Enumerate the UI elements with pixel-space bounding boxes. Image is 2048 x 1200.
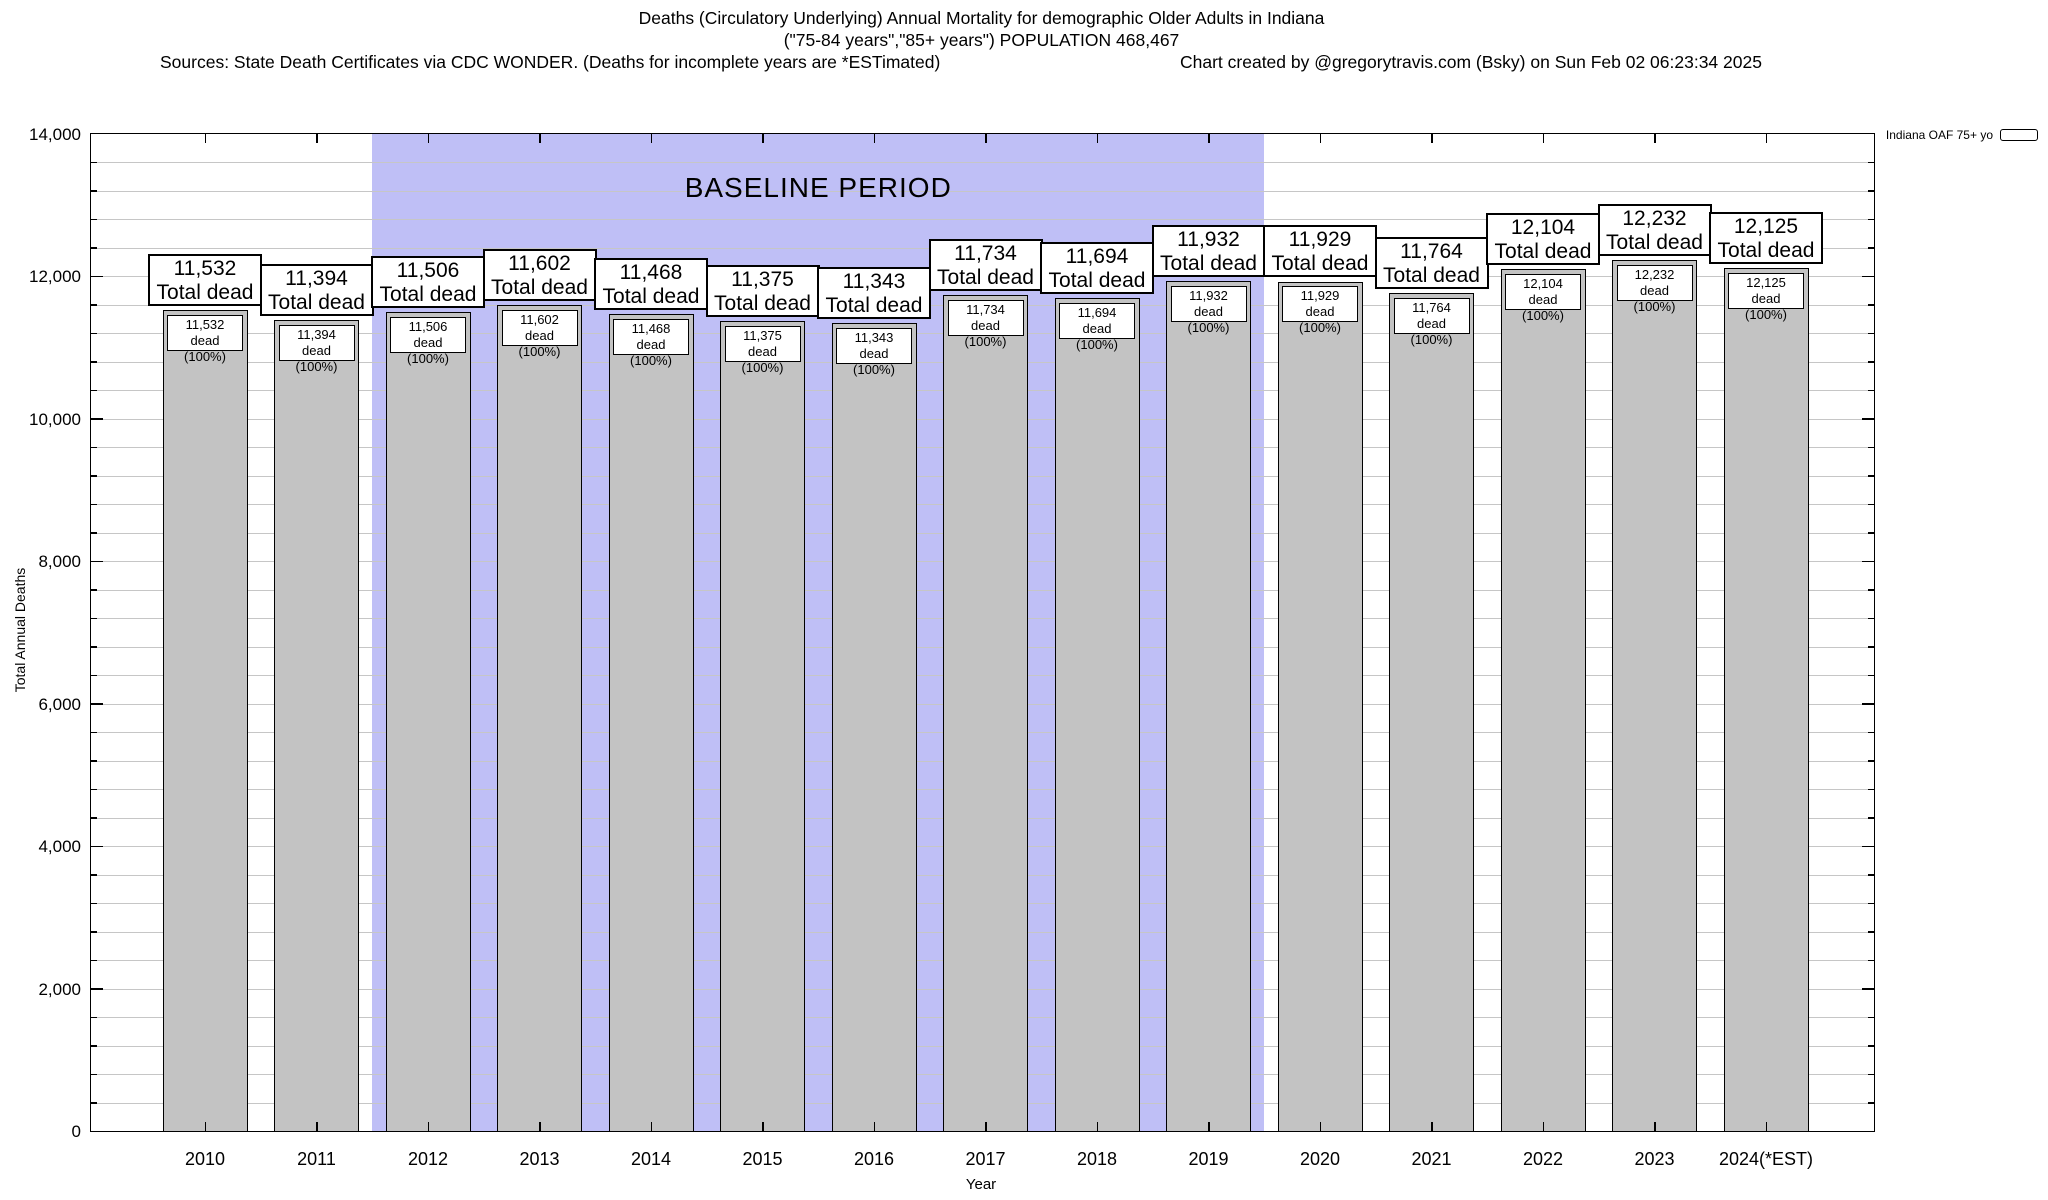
y-tick [91,618,97,620]
y-tick [1868,618,1874,620]
bar-total-label: 11,394 Total dead [260,264,374,316]
bar-inner-label: 11,532 dead (100%) [167,315,243,351]
x-tick [316,134,318,143]
y-tick [91,817,97,819]
bar-total-label: 11,506 Total dead [371,256,485,308]
bar-2024(*EST) [1724,268,1809,1131]
y-tick [1868,931,1874,933]
x-tick [1431,1122,1433,1131]
y-tick [1862,703,1874,705]
y-tick [91,931,97,933]
y-tick [1868,646,1874,648]
y-tick-label: 2,000 [38,979,81,999]
x-tick [985,1122,987,1131]
bar-inner-label: 11,734 dead (100%) [948,300,1024,336]
bar-inner-label: 12,104 dead (100%) [1505,274,1581,310]
y-tick [91,732,97,734]
x-tick-label: 2011 [297,1149,336,1169]
y-tick [1862,276,1874,278]
bar-inner-label: 11,602 dead (100%) [502,310,578,346]
y-tick [91,760,97,762]
y-tick [1868,333,1874,335]
bar-2021 [1389,293,1474,1131]
x-tick [762,1122,764,1131]
bar-inner-label: 12,232 dead (100%) [1617,265,1693,301]
y-tick [91,532,97,534]
x-tick [1097,134,1099,143]
chart-title: Deaths (Circulatory Underlying) Annual Mortality for demographic Older Adults in Indiana [638,8,1325,28]
y-tick [1862,846,1874,848]
y-tick [1868,903,1874,905]
bar-total-label: 11,532 Total dead [148,254,262,306]
y-tick [1868,190,1874,192]
y-tick [91,447,97,449]
chart-subtitle: ("75-84 years","85+ years") POPULATION 468,467 [783,30,1180,50]
y-tick-label: 10,000 [29,409,81,429]
bar-total-label: 11,694 Total dead [1040,242,1154,294]
x-tick-label: 2021 [1411,1149,1452,1169]
y-tick [91,789,97,791]
y-tick [1862,418,1874,420]
y-tick [91,276,103,278]
y-tick [91,646,97,648]
y-tick [1868,504,1874,506]
x-tick [1208,1122,1210,1131]
bar-2017 [943,295,1028,1131]
bar-2018 [1055,298,1140,1131]
bar-inner-label: 11,343 dead (100%) [836,328,912,364]
bar-inner-label: 11,932 dead (100%) [1171,286,1247,322]
x-tick [316,1122,318,1131]
x-tick [874,1122,876,1131]
x-tick-label: 2015 [742,1149,783,1169]
bar-2019 [1166,281,1251,1131]
x-tick [1208,134,1210,143]
bar-2013 [497,305,582,1131]
x-tick-label: 2020 [1299,1149,1341,1169]
y-tick [91,304,97,306]
x-tick [1654,134,1656,143]
y-tick [91,846,103,848]
y-tick [91,418,103,420]
bar-2016 [832,323,917,1131]
x-tick [874,134,876,143]
y-tick-label: 8,000 [38,552,81,572]
bar-inner-label: 11,394 dead (100%) [279,325,355,361]
x-tick [985,134,987,143]
y-tick [1868,760,1874,762]
gridline [91,162,1874,163]
x-tick-label: 2016 [853,1149,895,1169]
bar-total-label: 11,764 Total dead [1375,237,1489,289]
y-tick [91,219,97,221]
y-tick-label: 14,000 [29,125,81,144]
bar-2010 [163,310,248,1131]
y-tick [91,589,97,591]
legend-label: Indiana OAF 75+ yo [1885,128,1993,142]
y-tick [91,162,97,164]
x-tick [205,1122,207,1131]
bar-inner-label: 11,929 dead (100%) [1282,286,1358,322]
x-tick [539,1122,541,1131]
bar-total-label: 11,734 Total dead [929,239,1043,291]
x-tick-label: 2017 [965,1149,1006,1169]
legend [1886,128,2038,142]
y-tick [1868,1102,1874,1104]
y-tick [91,960,97,962]
bar-inner-label: 12,125 dead (100%) [1728,273,1804,309]
y-tick [91,247,97,249]
x-tick [1543,134,1545,143]
y-tick [1868,1017,1874,1019]
bar-total-label: 11,375 Total dead [706,265,820,317]
y-tick [91,1045,97,1047]
x-tick-label: 2010 [184,1149,226,1169]
bar-2022 [1501,269,1586,1131]
bar-total-label: 11,343 Total dead [817,267,931,319]
legend-swatch [2000,129,2038,141]
y-tick [91,675,97,677]
x-tick-label: 2019 [1188,1149,1229,1169]
bar-2014 [609,314,694,1131]
bar-total-label: 11,929 Total dead [1263,225,1377,277]
x-tick [428,1122,430,1131]
x-tick [651,1122,653,1131]
x-tick [1654,1122,1656,1131]
x-tick [1097,1122,1099,1131]
baseline-period-label: BASELINE PERIOD [684,172,952,203]
x-tick-label: 2022 [1522,1149,1564,1169]
bar-total-label: 11,468 Total dead [594,258,708,310]
plot-area [29,125,1875,1169]
y-tick-label: 0 [71,1122,81,1141]
y-axis-title: Total Annual Deaths [12,567,28,693]
x-tick-label: 2024(*EST) [1718,1149,1814,1169]
x-tick [1320,134,1322,143]
y-tick [91,903,97,905]
y-tick [1868,960,1874,962]
y-tick [1868,162,1874,164]
x-tick [1766,1122,1768,1131]
y-tick [1868,475,1874,477]
bar-2015 [720,321,805,1131]
bar-inner-label: 11,506 dead (100%) [390,317,466,353]
bar-2020 [1278,282,1363,1132]
x-tick-label: 2013 [519,1149,560,1169]
x-tick [1543,1122,1545,1131]
x-tick [539,134,541,143]
y-tick [1868,874,1874,876]
y-tick [91,1074,97,1076]
y-tick-label: 6,000 [38,694,81,714]
bar-inner-label: 11,764 dead (100%) [1394,298,1470,334]
y-tick [91,561,103,563]
y-tick [91,874,97,876]
x-tick [762,134,764,143]
bar-total-label: 11,932 Total dead [1152,225,1266,277]
y-tick [91,190,97,192]
y-tick [1868,1045,1874,1047]
y-tick [1868,732,1874,734]
y-tick [91,361,97,363]
bar-total-label: 11,602 Total dead [483,249,597,301]
bar-2023 [1612,260,1697,1131]
x-tick [651,134,653,143]
y-tick [91,475,97,477]
y-tick-label: 4,000 [38,837,81,857]
bar-2011 [274,320,359,1131]
bar-total-label: 12,104 Total dead [1486,213,1600,265]
x-tick-label: 2018 [1076,1149,1118,1169]
y-tick [1868,219,1874,221]
x-tick [1320,1122,1322,1131]
bar-inner-label: 11,468 dead (100%) [613,319,689,355]
x-tick-label: 2012 [407,1149,449,1169]
x-tick [428,134,430,143]
x-tick [1431,134,1433,143]
y-tick [1868,361,1874,363]
x-tick [205,134,207,143]
y-tick [91,333,97,335]
y-tick [91,703,103,705]
y-tick [1868,675,1874,677]
x-axis-title: Year [965,1176,997,1193]
y-tick-label: 12,000 [29,267,81,287]
y-tick [91,1017,97,1019]
y-tick [1862,561,1874,563]
y-tick [1868,817,1874,819]
y-tick [1868,247,1874,249]
y-tick [1868,1074,1874,1076]
x-tick-label: 2023 [1634,1149,1675,1169]
y-tick [91,390,97,392]
y-tick [91,1102,97,1104]
credit-note: Chart created by @gregorytravis.com (Bsky) on Sun Feb 02 06:23:34 2025 [1180,52,1762,72]
bar-inner-label: 11,375 dead (100%) [725,326,801,362]
y-tick [91,504,97,506]
bar-inner-label: 11,694 dead (100%) [1059,303,1135,339]
y-tick [1868,390,1874,392]
y-tick [1868,304,1874,306]
y-tick [1862,988,1874,990]
y-tick [1868,789,1874,791]
bar-2012 [386,312,471,1131]
y-tick [91,988,103,990]
sources-note: Sources: State Death Certificates via CDC WONDER. (Deaths for incomplete years are *ESTimated) [160,52,941,72]
y-tick [1868,589,1874,591]
x-tick [1766,134,1768,143]
x-tick-label: 2014 [630,1149,672,1169]
y-tick [1868,532,1874,534]
bar-total-label: 12,125 Total dead [1709,212,1823,264]
y-tick [1868,447,1874,449]
bar-total-label: 12,232 Total dead [1598,204,1712,256]
